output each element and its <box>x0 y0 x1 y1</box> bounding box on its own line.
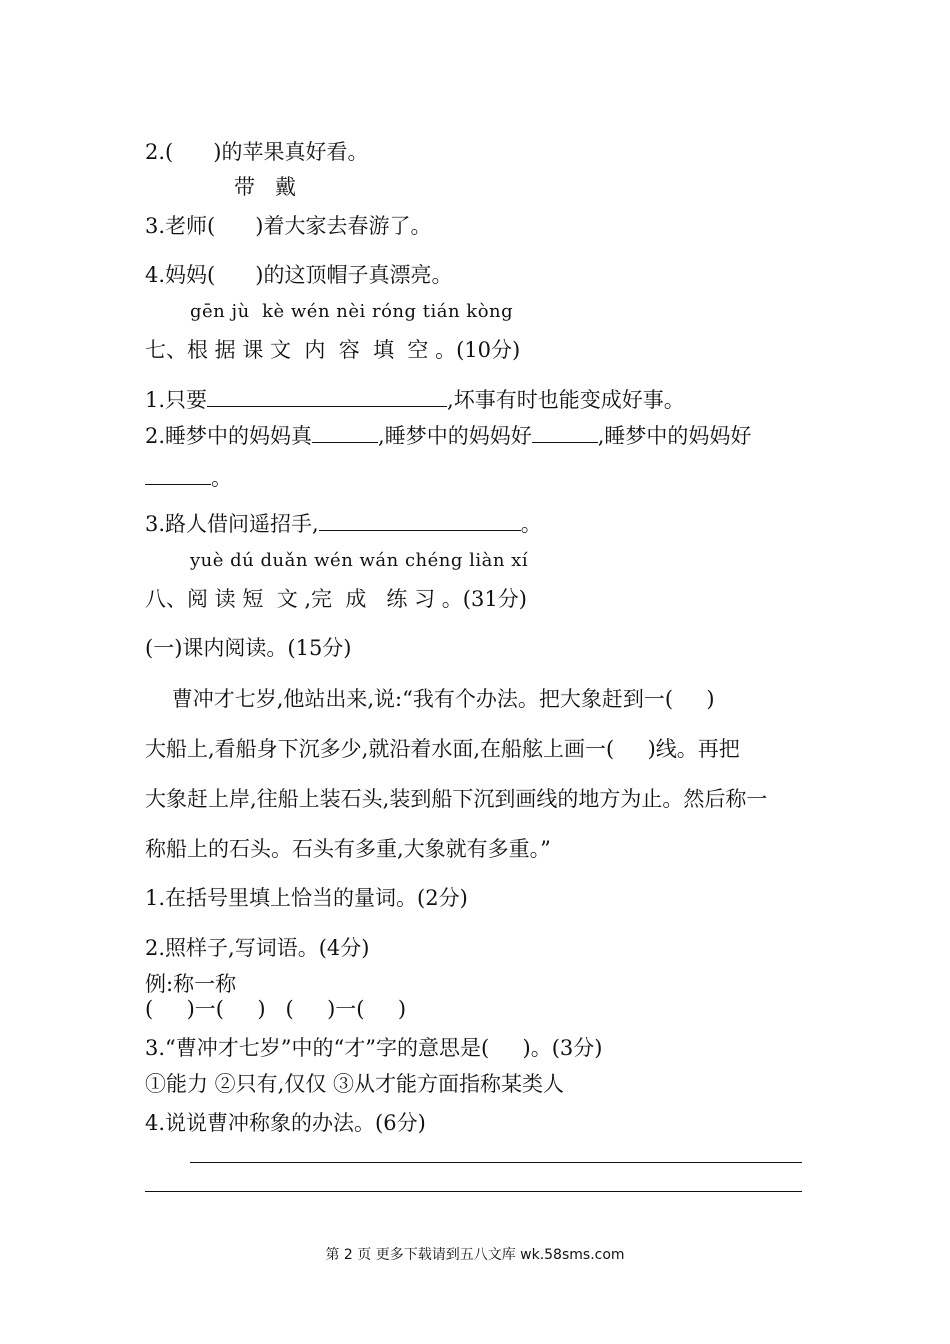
answer-blank[interactable] <box>319 510 521 531</box>
question-7-1-prefix: 1.只要 <box>145 388 208 412</box>
passage-line: 称船上的石头。石头有多重,大象就有多重。” <box>145 837 551 861</box>
question-7-1-suffix: ,坏事有时也能变成好事。 <box>447 388 685 412</box>
question-8-4: 4.说说曹冲称象的办法。(6分) <box>145 1111 426 1135</box>
passage-line: 大象赶上岸,往船上装石头,装到船下沉到画线的地方为止。然后称一 <box>145 787 768 811</box>
question-7-2-part-c: ,睡梦中的妈妈好 <box>597 424 752 448</box>
question-7-1 <box>145 386 685 414</box>
question-7-2-part-b: ,睡梦中的妈妈好 <box>378 424 532 448</box>
section-7-heading: 七、根 据 课 文 内 容 填 空 。(10分) <box>145 338 521 362</box>
question-7-2-end: 。 <box>211 466 232 490</box>
answer-line[interactable] <box>190 1162 802 1163</box>
question-6-3: 3.老师( )着大家去春游了。 <box>145 214 432 238</box>
question-6-2: 2.( )的苹果真好看。 <box>145 140 369 164</box>
answer-blank[interactable] <box>207 386 447 407</box>
answer-line[interactable] <box>145 1191 802 1192</box>
example-line: 例:称一称 <box>145 972 237 996</box>
answer-blanks-line: ( )一( ) ( )一( ) <box>145 997 407 1021</box>
options-line: ①能力 ②只有,仅仅 ③从才能方面指称某类人 <box>145 1072 565 1096</box>
question-8-3: 3.“曹冲才七岁”中的“才”字的意思是( )。(3分) <box>145 1036 603 1060</box>
question-6-4: 4.妈妈( )的这顶帽子真漂亮。 <box>145 263 453 287</box>
section-8-pinyin: yuè dú duǎn wén wán chéng liàn xí <box>190 550 529 571</box>
question-7-3-prefix: 3.路人借问遥招手, <box>145 512 319 536</box>
subsection-heading: (一)课内阅读。(15分) <box>145 636 352 660</box>
question-7-2-continued <box>145 464 232 492</box>
question-7-2-part-a: 2.睡梦中的妈妈真 <box>145 424 313 448</box>
page-footer: 第 2 页 更多下载请到五八文库 wk.58sms.com <box>325 1247 625 1263</box>
section-8-heading: 八、阅 读 短 文 ,完 成 练 习 。(31分) <box>145 587 527 611</box>
passage-line: 大船上,看船身下沉多少,就沿着水面,在船舷上画一( )线。再把 <box>145 737 740 761</box>
passage-line: 曹冲才七岁,他站出来,说:“我有个办法。把大象赶到一( ) <box>145 687 715 711</box>
question-7-3 <box>145 510 542 538</box>
question-8-2: 2.照样子,写词语。(4分) <box>145 936 370 960</box>
answer-blank[interactable] <box>532 422 598 443</box>
question-8-1: 1.在括号里填上恰当的量词。(2分) <box>145 886 468 910</box>
answer-blank[interactable] <box>312 422 378 443</box>
answer-blank[interactable] <box>145 464 211 485</box>
word-choices: 带 戴 <box>234 175 297 199</box>
question-7-2 <box>145 422 751 450</box>
section-7-pinyin: gēn jù kè wén nèi róng tián kòng <box>190 301 514 322</box>
question-7-3-suffix: 。 <box>520 512 542 536</box>
